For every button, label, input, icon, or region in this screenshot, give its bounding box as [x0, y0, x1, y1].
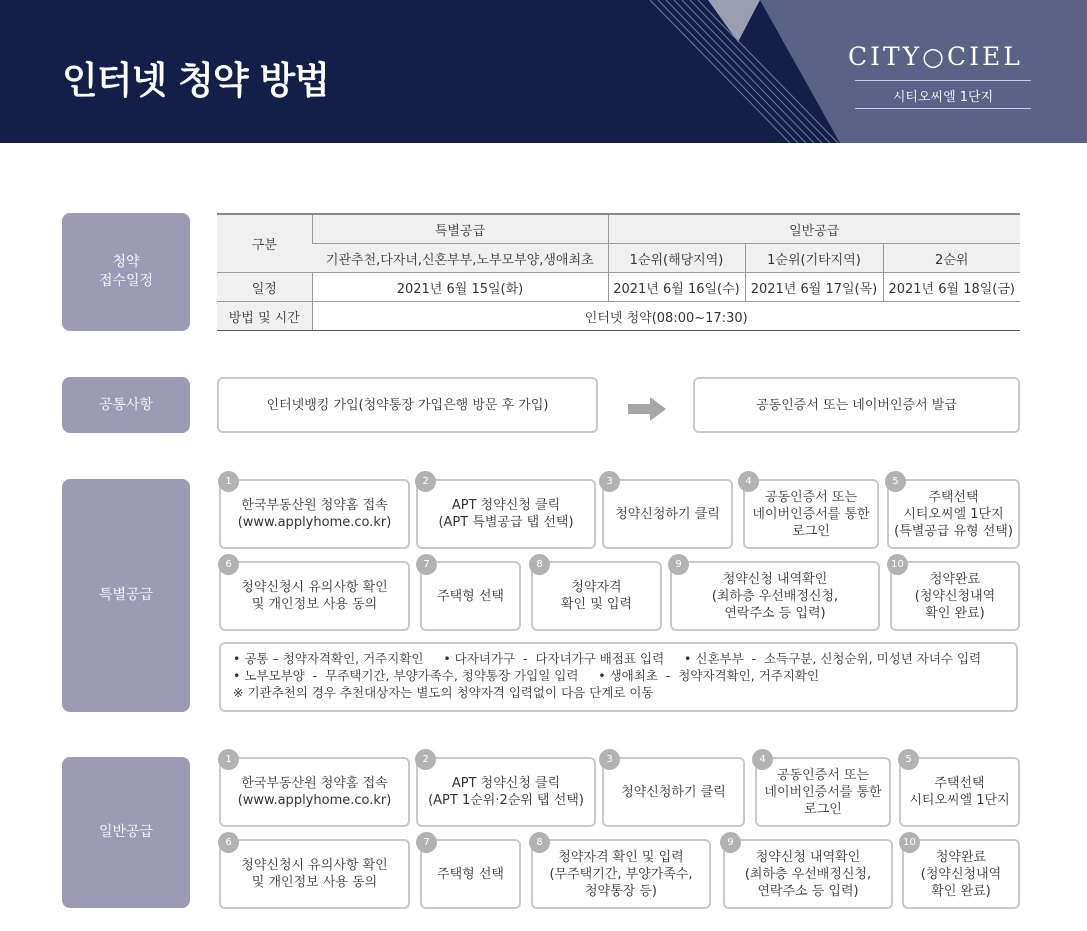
general-step-8: 청약자격 확인 및 입력 (무주택기간, 부양가족수, 청약통장 등) — [531, 839, 711, 909]
special-step-10: 청약완료 (청약신청내역 확인 완료) — [890, 561, 1020, 631]
special-note-line: ※ 기관추천의 경우 추천대상자는 별도의 청약자격 입력없이 다음 단계로 이동 — [233, 685, 654, 700]
step-number-badge: 6 — [218, 832, 239, 853]
step-number-badge: 5 — [885, 471, 906, 492]
step-number-badge: 1 — [218, 471, 239, 492]
section-label-common: 공통사항 — [62, 377, 190, 433]
schedule-table — [217, 213, 1020, 331]
step-number-badge: 4 — [752, 749, 773, 770]
general-step-5: 주택선택 시티오씨엘 1단지 — [899, 757, 1020, 827]
table-subheader-general-2: 1순위(기타지역) — [745, 244, 883, 273]
special-note-line: • 노부모부양 - 무주택기간, 부양가족수, 청약통장 가입일 입력 • 생애최초 - 청약자격확인, 거주지확인 — [233, 668, 820, 683]
logo-divider — [855, 80, 1031, 81]
special-step-8: 청약자격 확인 및 입력 — [531, 561, 662, 631]
general-step-4: 공동인증서 또는 네이버인증서를 통한 로그인 — [755, 757, 891, 827]
table-header-general: 일반공급 — [608, 214, 1020, 244]
general-step-2: APT 청약신청 클릭 (APT 1순위·2순위 탭 선택) — [416, 757, 596, 827]
special-step-9: 청약신청 내역확인 (최하층 우선배정신청, 연락주소 등 입력) — [670, 561, 880, 631]
table-subheader-general-3: 2순위 — [883, 244, 1020, 273]
table-cell-method: 인터넷 청약(08:00~17:30) — [312, 302, 1020, 331]
table-cell-general-date-1: 2021년 6월 16일(수) — [608, 273, 745, 302]
general-step-1: 한국부동산원 청약홈 접속 (www.applyhome.co.kr) — [219, 757, 410, 827]
step-number-badge: 5 — [898, 749, 919, 770]
step-number-badge: 7 — [416, 554, 437, 575]
step-number-badge: 7 — [416, 832, 437, 853]
common-step-certificate: 공동인증서 또는 네이버인증서 발급 — [693, 377, 1020, 433]
table-row-label-date: 일정 — [217, 273, 312, 302]
table-header-category: 구분 — [217, 214, 312, 273]
table-subheader-special: 기관추천,다자녀,신혼부부,노부모부양,생애최초 — [312, 244, 608, 273]
general-step-3: 청약신청하기 클릭 — [602, 757, 745, 827]
special-step-2: APT 청약신청 클릭 (APT 특별공급 탭 선택) — [416, 479, 596, 549]
brand-subtitle: 시티오씨엘 1단지 — [892, 90, 994, 105]
step-number-badge: 9 — [668, 554, 689, 575]
special-step-7: 주택형 선택 — [420, 561, 521, 631]
step-number-badge: 1 — [218, 749, 239, 770]
general-step-7: 주택형 선택 — [420, 839, 521, 909]
step-number-badge: 10 — [887, 554, 908, 575]
table-header-special: 특별공급 — [312, 214, 608, 244]
section-label-general: 일반공급 — [62, 757, 190, 908]
common-step-internet-banking: 인터넷뱅킹 가입(청약통장 가입은행 방문 후 가입) — [217, 377, 598, 433]
table-cell-general-date-2: 2021년 6월 17일(목) — [745, 273, 883, 302]
page-header — [0, 0, 1087, 143]
step-number-badge: 10 — [899, 832, 920, 853]
special-notes — [219, 642, 1018, 712]
special-step-6: 청약신청시 유의사항 확인 및 개인정보 사용 동의 — [219, 561, 410, 631]
special-step-1: 한국부동산원 청약홈 접속 (www.applyhome.co.kr) — [219, 479, 410, 549]
step-number-badge: 2 — [415, 749, 436, 770]
special-step-3: 청약신청하기 클릭 — [602, 479, 733, 549]
table-cell-general-date-3: 2021년 6월 18일(금) — [883, 273, 1020, 302]
general-step-6: 청약신청시 유의사항 확인 및 개인정보 사용 동의 — [219, 839, 410, 909]
special-step-5: 주택선택 시티오씨엘 1단지 (특별공급 유형 선택) — [887, 479, 1020, 549]
section-label-schedule: 청약 접수일정 — [62, 213, 190, 331]
general-step-10: 청약완료 (청약신청내역 확인 완료) — [902, 839, 1020, 909]
step-number-badge: 9 — [720, 832, 741, 853]
table-subheader-general-1: 1순위(해당지역) — [608, 244, 745, 273]
table-cell-special-date: 2021년 6월 15일(화) — [312, 273, 608, 302]
step-number-badge: 4 — [738, 471, 759, 492]
step-number-badge: 6 — [218, 554, 239, 575]
special-step-4: 공동인증서 또는 네이버인증서를 통한 로그인 — [743, 479, 879, 549]
table-row-label-method: 방법 및 시간 — [217, 302, 312, 331]
logo-divider — [855, 108, 1031, 109]
page-title: 인터넷 청약 방법 — [62, 59, 329, 102]
step-number-badge: 8 — [529, 832, 550, 853]
step-number-badge: 3 — [599, 471, 620, 492]
brand-logo: CITY○CIEL — [848, 42, 1023, 71]
special-note-line: • 공통 – 청약자격확인, 거주지확인 • 다자녀가구 - 다자녀가구 배점표 입력 • 신혼부부 - 소득구분, 신청순위, 미성년 자녀수 입력 — [233, 651, 982, 666]
section-label-special: 특별공급 — [62, 479, 190, 712]
general-step-9: 청약신청 내역확인 (최하층 우선배정신청, 연락주소 등 입력) — [723, 839, 893, 909]
step-number-badge: 8 — [529, 554, 550, 575]
step-number-badge: 3 — [599, 749, 620, 770]
step-number-badge: 2 — [415, 471, 436, 492]
arrow-right-icon — [628, 397, 666, 421]
